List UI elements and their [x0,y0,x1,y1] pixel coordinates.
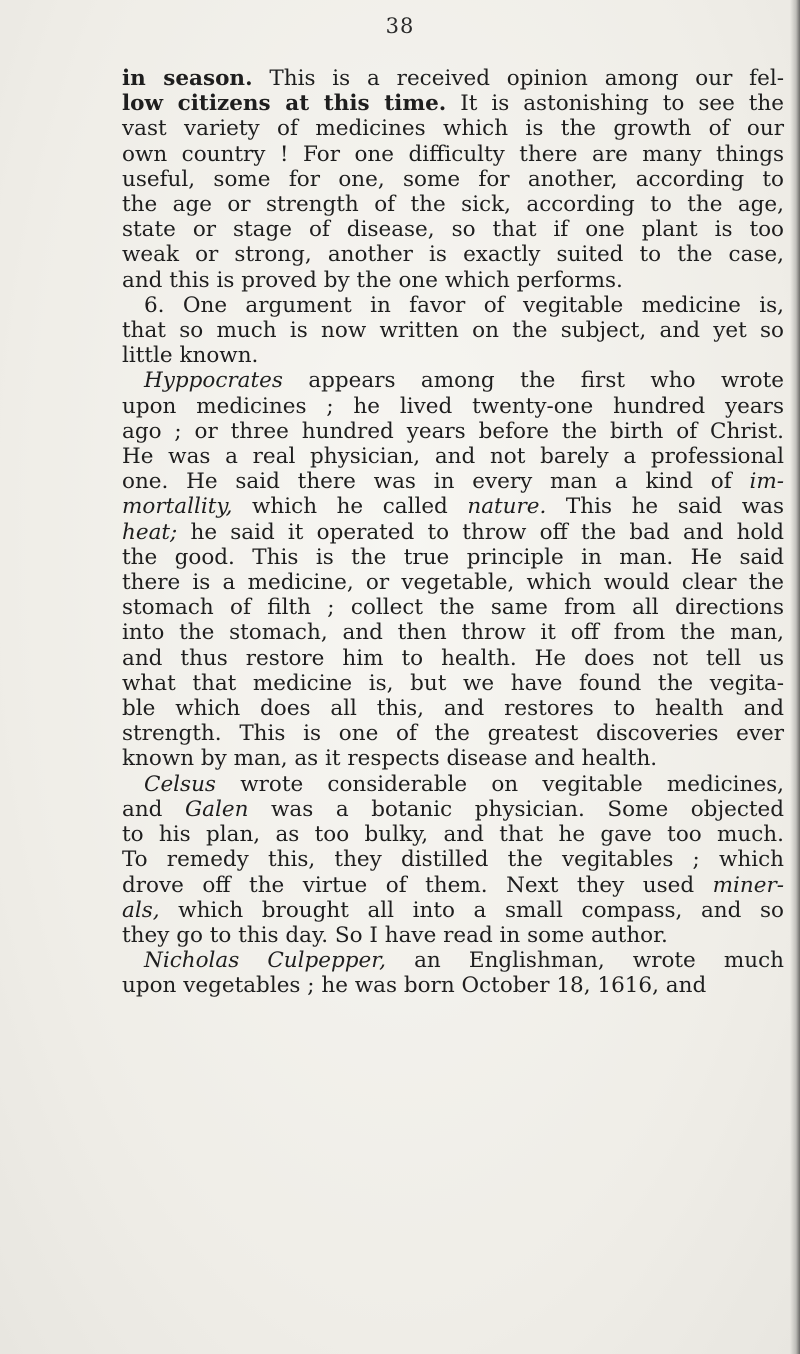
text-line [122,646,784,671]
italic-run: heat; [122,519,178,545]
text-run: there is a medicine, or vegetable, which would clear the [122,570,784,596]
text-run: one. He said there was in every man a kind of [122,469,750,495]
page-number: 38 [385,14,415,38]
text-line [122,595,784,620]
text-run: He was a real physician, and not barely a professional [122,444,784,470]
text-run: which brought all into a small compass, and so [159,897,784,923]
italic-run: mortallity, [122,494,233,520]
text-run: and this is proved by the one which performs. [122,267,623,293]
text-run: upon vegetables ; he was born October 18, 1616, and [122,973,707,999]
text-line [122,293,784,318]
page-edge-shadow [790,0,800,1354]
paragraph [122,66,784,293]
text-line [122,116,784,141]
text-run: This he said was [546,494,784,520]
text-line [122,671,784,696]
text-run: drove off the virtue of them. Next they used [122,872,713,898]
text-run: little known. [122,343,259,369]
text-run: which he called [232,494,468,520]
paragraph [122,368,784,771]
text-line [122,419,784,444]
italic-run: miner- [712,872,784,898]
text-run: To remedy this, they distilled the vegitables ; which [122,847,784,873]
italic-run: im- [749,469,784,495]
text-run: This is a received opinion among our fel- [252,66,785,91]
text-line [122,973,784,998]
text-line [122,570,784,595]
text-line [122,444,784,469]
text-line [122,746,784,771]
text-run: and thus restore him to health. He does not tell us [122,645,784,671]
text-run: he said it operated to throw off the bad and hold [177,519,784,545]
text-run: strength. This is one of the greatest discoveries ever [122,721,784,747]
text-line [122,167,784,192]
body-text [122,66,784,999]
text-run: an Englishman, wrote much [386,948,785,974]
text-run: known by man, as it respects disease and health. [122,746,658,772]
text-line [122,620,784,645]
text-line [122,772,784,797]
text-run: into the stomach, and then throw it off from the man, [122,620,784,646]
text-line [122,797,784,822]
text-run: they go to this day. So I have read in some author. [122,922,668,948]
italic-run: Galen [185,796,249,822]
italic-run: als, [122,897,160,923]
text-run: stomach of filth ; collect the same from all directions [122,595,784,621]
text-run: to his plan, as too bulky, and that he gave too much. [122,822,784,848]
text-line [122,192,784,217]
text-line [122,394,784,419]
text-line [122,923,784,948]
bold-run: in season. [122,66,253,91]
text-line [122,217,784,242]
text-line [122,873,784,898]
text-run: ble which does all this, and restores to health and [122,696,784,722]
text-run: and [122,796,185,822]
text-line [122,545,784,570]
text-line [122,91,784,116]
italic-run: nature. [467,494,547,520]
italic-run: Celsus [144,771,216,797]
text-run: It is astonishing to see the [446,91,784,117]
text-line [122,721,784,746]
text-line [122,847,784,872]
text-line [122,368,784,393]
text-line [122,142,784,167]
text-run: the age or strength of the sick, according to the age, [122,192,784,218]
italic-run: Nicholas Culpepper, [144,948,387,974]
text-run: the good. This is the true principle in man. He said [122,544,784,570]
text-run: vast variety of medicines which is the growth of our [122,116,784,142]
paragraph [122,772,784,948]
text-line [122,898,784,923]
bold-run: low citizens at this time. [122,91,447,117]
text-run: was a botanic physician. Some objected [248,796,784,822]
text-run: appears among the first who wrote [282,368,784,394]
text-line [122,822,784,847]
italic-run: Hyppocrates [144,368,283,394]
text-run: what that medicine is, but we have found the vegita- [122,670,784,696]
text-run: state or stage of disease, so that if one plant is too [122,217,784,243]
text-line [122,520,784,545]
text-line [122,268,784,293]
text-run: wrote considerable on vegitable medicines, [215,771,784,797]
text-run: ago ; or three hundred years before the birth of Christ. [122,418,784,444]
text-run: 6. One argument in favor of vegitable medicine is, [144,292,784,318]
text-line [122,948,784,973]
text-run: that so much is now written on the subject, and yet so [122,318,784,344]
text-run: weak or strong, another is exactly suited to the case, [122,242,784,268]
paragraph [122,948,784,998]
text-line [122,469,784,494]
text-line [122,343,784,368]
text-line [122,66,784,91]
text-run: upon medicines ; he lived twenty-one hundred years [122,393,784,419]
text-line [122,242,784,267]
text-line [122,494,784,519]
text-line [122,318,784,343]
text-run: own country ! For one difficulty there are many things [122,141,784,167]
text-run: useful, some for one, some for another, according to [122,166,784,192]
text-line [122,696,784,721]
paragraph [122,293,784,369]
